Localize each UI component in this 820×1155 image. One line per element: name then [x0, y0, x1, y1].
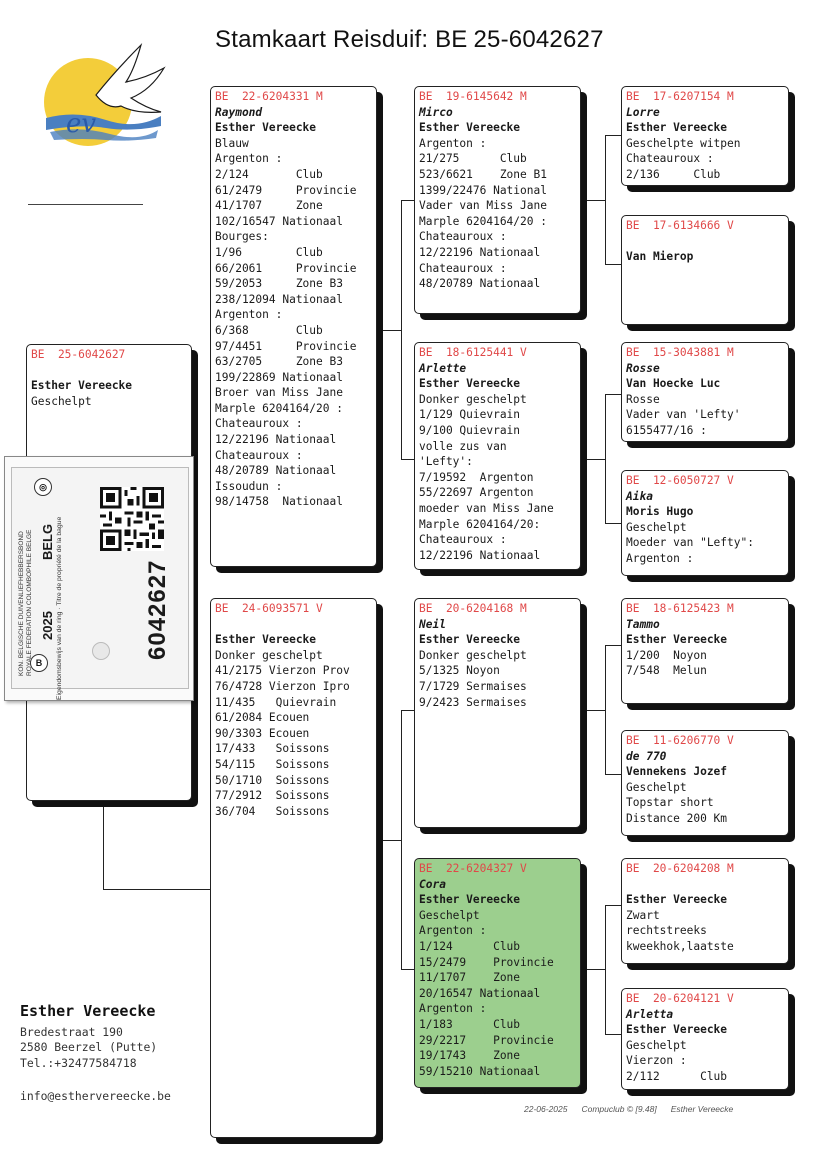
- info-line: 76/4728 Vierzon Ipro: [215, 679, 350, 693]
- breeder-name: Esther Vereecke: [419, 121, 521, 135]
- info-line: 54/115 Soissons: [215, 757, 330, 771]
- ring-number: BE 24-6093571 V: [215, 602, 323, 615]
- pigeon-name: [626, 234, 783, 250]
- info-line: 19/1743 Zone: [419, 1049, 521, 1063]
- org-nl-text: KON. BELGISCHE DUIVENLIEFHEBBERSBOND: [18, 531, 25, 676]
- connector: [376, 840, 402, 841]
- pigeon-card-fmm[interactable]: [621, 470, 789, 576]
- owner-street: Bredestraat 190: [20, 1024, 123, 1039]
- info-line: Argenton :: [215, 152, 283, 166]
- divider: [28, 204, 143, 205]
- footer: [524, 1104, 747, 1114]
- info-line: 29/2217 Provincie: [419, 1033, 554, 1047]
- info-line: 6/368 Club: [215, 323, 323, 337]
- pigeon-name: [626, 877, 783, 893]
- info-line: Marple 6204164/20:: [419, 517, 541, 531]
- pigeon-name: Rosse: [626, 361, 660, 375]
- ring-hole: [92, 642, 110, 660]
- info-line: 17/433 Soissons: [215, 742, 330, 756]
- info-line: 1/183 Club: [419, 1017, 521, 1031]
- info-line: 6155477/16 :: [626, 423, 707, 437]
- info-line: 50/1710 Soissons: [215, 773, 330, 787]
- info-line: Donker geschelpt: [419, 392, 527, 406]
- qr-code-icon: [100, 487, 164, 551]
- info-line: 48/20789 Nationaal: [215, 464, 337, 478]
- pigeon-card-ff[interactable]: [414, 86, 581, 314]
- pigeon-name: [31, 363, 186, 379]
- info-line: 11/435 Quievrain: [215, 695, 337, 709]
- info-line: Marple 6204164/20 :: [215, 401, 343, 415]
- connector: [401, 710, 415, 711]
- info-line: 12/22196 Nationaal: [215, 433, 337, 447]
- info-line: Geschelpt: [419, 908, 480, 922]
- info-line: Geschelpt: [626, 520, 687, 534]
- ownership-text: Eigendomsbewijs van de ring · Titre de propriété de la bague: [56, 516, 63, 700]
- pigeon-card-mmf[interactable]: [621, 858, 789, 964]
- info-line: 2/136 Club: [626, 167, 721, 181]
- connector: [401, 710, 402, 970]
- info-line: 66/2061 Provincie: [215, 261, 357, 275]
- breeder-name: Esther Vereecke: [215, 121, 317, 135]
- info-line: 97/4451 Provincie: [215, 339, 357, 353]
- info-line: Chateauroux :: [419, 261, 507, 275]
- info-line: 36/704 Soissons: [215, 804, 330, 818]
- info-line: Distance 200 Km: [626, 811, 728, 825]
- info-line: 102/16547 Nationaal: [215, 214, 343, 228]
- connector: [103, 889, 211, 890]
- ring-number: BE 20-6204208 M: [626, 862, 734, 875]
- connector: [605, 523, 621, 524]
- info-line: Blauw: [215, 136, 249, 150]
- owner-name: Esther Vereecke: [20, 1002, 156, 1020]
- ring-country: BELG: [40, 523, 55, 560]
- info-line: 1/124 Club: [419, 939, 521, 953]
- info-line: Rosse: [626, 392, 660, 406]
- info-line: Argenton :: [419, 136, 487, 150]
- pigeon-name: Tammo: [626, 617, 660, 631]
- info-line: 12/22196 Nationaal: [419, 245, 541, 259]
- breeder-name: Vennekens Jozef: [626, 765, 728, 779]
- info-line: rechtstreeks: [626, 924, 707, 938]
- pigeon-card-fm[interactable]: [414, 342, 581, 570]
- pigeon-name: [215, 617, 371, 633]
- connector: [580, 459, 606, 460]
- info-line: Vader van Miss Jane: [419, 199, 547, 213]
- belgian-b-logo-icon: B: [30, 654, 48, 672]
- info-line: Chateauroux :: [419, 230, 507, 244]
- ring-number: BE 18-6125423 M: [626, 602, 734, 615]
- info-line: Donker geschelpt: [215, 648, 323, 662]
- info-line: Geschelpte witpen: [626, 136, 741, 150]
- ring-number: BE 22-6204327 V: [419, 862, 527, 875]
- pigeon-card-mff[interactable]: [621, 598, 789, 704]
- connector: [376, 330, 402, 331]
- info-line: 12/22196 Nationaal: [419, 548, 541, 562]
- connector: [605, 394, 621, 395]
- footer-software: Compuclub © [9.48]: [581, 1104, 657, 1114]
- info-line: Vierzon :: [626, 1054, 687, 1068]
- info-line: 523/6621 Zone B1: [419, 167, 547, 181]
- info-line: 7/19592 Argenton: [419, 470, 534, 484]
- connector: [605, 394, 606, 524]
- breeder-name: Moris Hugo: [626, 505, 694, 519]
- info-line: 61/2479 Provincie: [215, 183, 357, 197]
- info-line: 9/100 Quievrain: [419, 423, 521, 437]
- breeder-name: Esther Vereecke: [626, 633, 728, 647]
- info-line: Geschelpt: [626, 780, 687, 794]
- pigeon-name: de 770: [626, 749, 667, 763]
- connector: [401, 200, 402, 460]
- page-title: Stamkaart Reisduif: BE 25-6042627: [215, 26, 604, 53]
- ring-number: BE 15-3043881 M: [626, 346, 734, 359]
- connector: [605, 905, 621, 906]
- breeder-name: Esther Vereecke: [419, 377, 521, 391]
- ring-number: BE 17-6134666 V: [626, 219, 734, 232]
- info-line: Chateauroux :: [215, 448, 303, 462]
- info-line: 41/2175 Vierzon Prov: [215, 664, 350, 678]
- connector: [401, 459, 415, 460]
- owner-email[interactable]: info@esthervereecke.be: [20, 1089, 171, 1104]
- breeder-name: Esther Vereecke: [626, 1023, 728, 1037]
- federation-logo-icon: ◎: [34, 478, 52, 496]
- pigeon-card-father[interactable]: [210, 86, 377, 567]
- pigeon-card-fmf[interactable]: [621, 342, 789, 442]
- pigeon-name: Lorre: [626, 105, 660, 119]
- info-line: 15/2479 Provincie: [419, 955, 554, 969]
- breeder-name: Esther Vereecke: [626, 121, 728, 135]
- pigeon-name: Aika: [626, 489, 653, 503]
- info-line: Geschelpt: [31, 394, 92, 408]
- info-line: kweekhok,laatste: [626, 939, 734, 953]
- connector: [401, 969, 415, 970]
- info-line: Issoudun :: [215, 479, 283, 493]
- footer-owner: Esther Vereecke: [670, 1104, 734, 1114]
- ring-number: BE 25-6042627: [31, 348, 126, 361]
- connector: [605, 135, 621, 136]
- pigeon-card-mmm[interactable]: [621, 988, 789, 1090]
- info-line: Moeder van "Lefty":: [626, 536, 754, 550]
- breeder-name: Esther Vereecke: [215, 633, 317, 647]
- info-line: 61/2084 Ecouen: [215, 711, 310, 725]
- connector: [605, 774, 621, 775]
- info-line: 20/16547 Nationaal: [419, 986, 541, 1000]
- info-line: Topstar short: [626, 796, 714, 810]
- info-line: Zwart: [626, 908, 660, 922]
- info-line: 41/1707 Zone: [215, 199, 323, 213]
- breeder-name: Van Mierop: [626, 250, 694, 264]
- pigeon-card-mf[interactable]: [414, 598, 581, 828]
- info-line: 1/200 Noyon: [626, 648, 707, 662]
- ring-number: BE 22-6204331 M: [215, 90, 323, 103]
- connector: [605, 135, 606, 265]
- info-line: 55/22697 Argenton: [419, 486, 534, 500]
- info-line: 1/129 Quievrain: [419, 408, 521, 422]
- breeder-name: Esther Vereecke: [31, 379, 133, 393]
- pigeon-card-mm[interactable]: [414, 858, 581, 1088]
- info-line: Donker geschelpt: [419, 648, 527, 662]
- owner-address-block: [20, 1004, 171, 1105]
- info-line: Argenton :: [419, 924, 487, 938]
- info-line: Chateauroux :: [215, 417, 303, 431]
- info-line: 2/112 Club: [626, 1069, 728, 1083]
- info-line: 9/2423 Sermaises: [419, 695, 527, 709]
- info-line: 199/22869 Nationaal: [215, 370, 343, 384]
- breeder-name: Van Hoecke Luc: [626, 377, 721, 391]
- info-line: 59/15210 Nationaal: [419, 1064, 541, 1078]
- info-line: Chateauroux :: [419, 533, 507, 547]
- info-line: 21/275 Club: [419, 152, 527, 166]
- info-line: 1/96 Club: [215, 245, 323, 259]
- info-line: 7/1729 Sermaises: [419, 679, 527, 693]
- info-line: 'Lefty':: [419, 455, 473, 469]
- ring-number: BE 19-6145642 M: [419, 90, 527, 103]
- pigeon-name: Arletta: [626, 1007, 674, 1021]
- org-fr-text: ROYALE FEDERATION COLOMBOPHILE BELGE: [26, 529, 33, 676]
- ring-number: BE 20-6204121 V: [626, 992, 734, 1005]
- pigeon-name: Cora: [419, 877, 446, 891]
- info-line: 7/548 Melun: [626, 664, 707, 678]
- info-line: moeder van Miss Jane: [419, 501, 554, 515]
- pigeon-name: Neil: [419, 617, 446, 631]
- pigeon-name: Arlette: [419, 361, 467, 375]
- pigeon-card-fff[interactable]: [621, 86, 789, 186]
- pigeon-card-mfm[interactable]: [621, 730, 789, 836]
- connector: [605, 645, 606, 775]
- ring-number: BE 18-6125441 V: [419, 346, 527, 359]
- club-logo: [36, 40, 166, 150]
- ring-year: 2025: [40, 611, 55, 640]
- info-line: Marple 6204164/20 :: [419, 214, 547, 228]
- connector: [605, 1034, 621, 1035]
- info-line: 238/12094 Nationaal: [215, 292, 343, 306]
- info-line: 77/2912 Soissons: [215, 789, 330, 803]
- connector: [401, 200, 415, 201]
- breeder-name: Esther Vereecke: [419, 633, 521, 647]
- info-line: Broer van Miss Jane: [215, 386, 343, 400]
- logo-text: ev: [66, 109, 97, 139]
- info-line: 11/1707 Zone: [419, 971, 521, 985]
- pigeon-card-mother[interactable]: [210, 598, 377, 1138]
- connector: [580, 969, 606, 970]
- breeder-name: Esther Vereecke: [419, 893, 521, 907]
- owner-phone: Tel.:+32477584718: [20, 1055, 137, 1070]
- footer-date: 22-06-2025: [524, 1104, 568, 1114]
- pigeon-name: Raymond: [215, 105, 263, 119]
- connector: [605, 905, 606, 1035]
- connector: [580, 710, 606, 711]
- info-line: 90/3303 Ecouen: [215, 726, 310, 740]
- info-line: Chateauroux :: [626, 152, 714, 166]
- info-line: Bourges:: [215, 230, 269, 244]
- pigeon-card-ffm[interactable]: [621, 215, 789, 325]
- connector: [580, 200, 606, 201]
- info-line: Argenton :: [626, 551, 694, 565]
- ring-number: 6042627: [144, 559, 171, 660]
- info-line: Vader van 'Lefty': [626, 408, 741, 422]
- connector: [605, 645, 621, 646]
- ring-number: BE 12-6050727 V: [626, 474, 734, 487]
- breeder-name: Esther Vereecke: [626, 893, 728, 907]
- info-line: Argenton :: [215, 308, 283, 322]
- ring-number: BE 20-6204168 M: [419, 602, 527, 615]
- info-line: Geschelpt: [626, 1038, 687, 1052]
- info-line: 63/2705 Zone B3: [215, 355, 343, 369]
- connector: [605, 264, 621, 265]
- owner-city: 2580 Beerzel (Putte): [20, 1040, 158, 1055]
- info-line: 98/14758 Nationaal: [215, 495, 343, 509]
- info-line: 59/2053 Zone B3: [215, 277, 343, 291]
- info-line: Argenton :: [419, 1002, 487, 1016]
- info-line: 5/1325 Noyon: [419, 664, 500, 678]
- pigeon-name: Mirco: [419, 105, 453, 119]
- ring-number: BE 11-6206770 V: [626, 734, 734, 747]
- info-line: volle zus van: [419, 439, 507, 453]
- info-line: 48/20789 Nationaal: [419, 277, 541, 291]
- ring-number: BE 17-6207154 M: [626, 90, 734, 103]
- info-line: 1399/22476 National: [419, 183, 547, 197]
- info-line: 2/124 Club: [215, 167, 323, 181]
